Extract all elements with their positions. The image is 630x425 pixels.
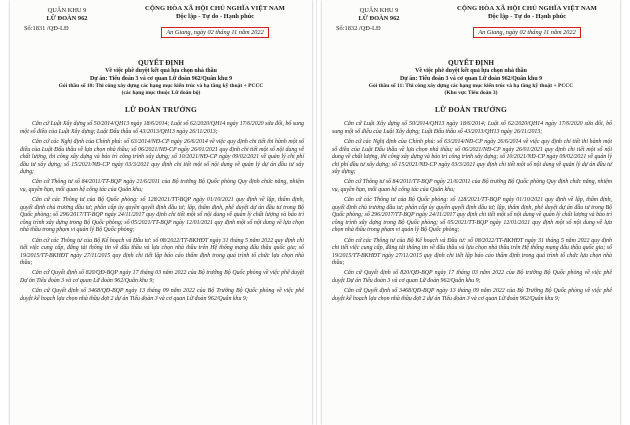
national-motto: Độc lập - Tự do - Hạnh phúc <box>487 13 567 21</box>
commander-heading: LỮ ĐOÀN TRƯỞNG <box>125 105 197 115</box>
project-name: Dự án: Tiểu đoàn 3 và cơ quan Lữ đoàn 962/Quân khu 9 <box>399 75 543 82</box>
project-name: Dự án: Tiểu đoàn 3 và cơ quan Lữ đoàn 962/Quân khu 9 <box>89 75 233 82</box>
legal-basis-paragraph: Căn cứ Quyết định số 3468/QĐ-BQP ngày 13 tháng 09 năm 2022 của Bộ Trưởng Bộ Quốc phòng về việc phê duyệt kế hoạch lựa chọn nhà thầu đợt 2 dự án Tiểu đoàn 3 và cơ quan Lữ đoàn 962/Quân khu 9; <box>332 288 612 302</box>
decision-title-block <box>10 60 312 97</box>
legal-basis-paragraph: Căn cứ các Nghị định của Chính phủ: số 63/2014/NĐ-CP ngày 26/6/2014 về việc quy định chi tiết thi hành một số điều của Luật Đấu thầu về lựa chọn nhà thầu; số 06/2021/NĐ-CP ngày 26/01/2021 quy định chi tiết một số nội dung về chất lượng, thi công xây dựng và bảo trì công trình xây dựng; số 10/2021/NĐ-CP ngày 09/02/2021 về quản lý chi phí đầu tư xây dựng; số 15/2021/NĐ-CP ngày 03/3/2021 quy định chi tiết một số nội dung về quản lý dự án đầu tư xây dựng; <box>332 138 612 176</box>
document-body <box>10 121 312 303</box>
brigade-label: LỮ ĐOÀN 962 <box>358 15 400 23</box>
legal-basis-paragraph: Căn cứ Thông tư số 84/2011/TT-BQP ngày 21/6/2011 của Bộ trưởng Bộ Quốc phòng Quy định chức năng, nhiệm vụ, quyền hạn, mối quan hệ công tác của Quân khu; <box>20 179 304 193</box>
national-title: CỘNG HÒA XÃ HỘI CHỦ NGHĨA VIỆT NAM <box>457 5 597 12</box>
national-header-block <box>122 5 308 38</box>
issuing-agency-block <box>18 7 116 33</box>
legal-basis-paragraph: Căn cứ Quyết định số 820/QĐ-BQP ngày 17 tháng 03 năm 2022 của Bộ trưởng Bộ Quốc phòng về việc phê duyệt Dự án Tiểu đoàn 3 và cơ quan Lữ đoàn 962/Quân khu 9; <box>20 270 304 284</box>
military-region-label: QUÂN KHU 9 <box>359 7 399 14</box>
decision-title: QUYẾT ĐỊNH <box>138 59 184 67</box>
document-header <box>10 0 312 60</box>
bid-package-sub: (các hạng mục thuộc Lữ đoàn bộ) <box>121 90 201 97</box>
decision-title-block <box>322 60 620 97</box>
bid-package: Gói thầu số 11: Thi công xây dựng các hạng mục kiến trúc và hạ tầng kỹ thuật + PCCC <box>368 83 574 90</box>
legal-basis-paragraph: Căn cứ các Thông tư của Bộ Quốc phòng: số 128/2021/TT-BQP ngày 01/10/2021 quy định về lập, thẩm định, quyết định chủ trương đầu tư; phân cấp ủy quyền quyết định đầu tư; lập, thẩm định, phê duyệt dự án đầu tư trong Bộ Quốc phòng; số 296/2017/TT-BQP ngày 24/11/2017 quy định chi tiết một số nội dung về quản lý chất lượng và bảo trì công trình xây dựng trong Bộ Quốc phòng; số 05/2021/TT-BQP ngày 12/01/2021 quy định một số nội dung về lựa chọn nhà thầu trong phạm vi quản lý Bộ Quốc phòng; <box>20 197 304 234</box>
bid-package: Gói thầu số 10: Thi công xây dựng các hạng mục kiến trúc và hạ tầng kỹ thuật + PCCC <box>58 83 264 90</box>
legal-basis-paragraph: Căn cứ các Thông tư của Bộ Quốc phòng: số 128/2021/TT-BQP ngày 01/10/2021 quy định về lập, thẩm định, quyết định chủ trương đầu tư; phân cấp ủy quyền quyết định đầu tư; lập, thẩm định, phê duyệt dự án đầu tư trong Bộ Quốc phòng; số 296/2017/TT-BQP ngày 24/11/2017 quy định chi tiết một số nội dung về quản lý chất lượng và bảo trì công trình xây dựng trong Bộ Quốc phòng; số 05/2021/TT-BQP ngày 12/01/2021 quy định một số nội dung về lựa chọn nhà thầu trong phạm vi quản lý Bộ Quốc phòng; <box>332 197 612 234</box>
issue-date-highlighted: An Giang, ngày 02 tháng 11 năm 2022 <box>473 27 580 38</box>
decision-subject: Về việc phê duyệt kết quả lựa chọn nhà thầu <box>415 68 527 75</box>
document-page-left <box>10 0 312 425</box>
military-region-label: QUÂN KHU 9 <box>47 7 87 14</box>
legal-basis-paragraph: Căn cứ các Thông tư của Bộ Kế hoạch và Đầu tư: số 08/2022/TT-BKHĐT ngày 31 tháng 5 năm 2022 quy định chi tiết việc cung cấp, đăng tải thông tin về đấu thầu và lựa chọn nhà thầu trên Hệ thống mạng đấu thầu quốc gia; số 19/2015/TT-BKHĐT ngày 27/11/2015 quy định chi tiết lập báo cáo thẩm định trong quá trình tổ chức lựa chọn nhà thầu; <box>332 237 612 267</box>
document-page-right <box>322 0 620 425</box>
decision-subject: Về việc phê duyệt kết quả lựa chọn nhà thầu <box>105 68 217 75</box>
legal-basis-paragraph: Căn cứ các Thông tư của Bộ Kế hoạch và Đầu tư: số 08/2022/TT-BKHĐT ngày 31 tháng 5 năm 2022 quy định chi tiết việc cung cấp, đăng tải thông tin về đấu thầu và lựa chọn nhà thầu trên Hệ thống mạng đấu thầu quốc gia; số 19/2015/TT-BKHĐT ngày 27/11/2015 quy định chi tiết lập báo cáo thẩm định trong quá trình tổ chức lựa chọn nhà thầu; <box>20 237 304 267</box>
legal-basis-paragraph: Căn cứ Thông tư số 84/2011/TT-BQP ngày 21/6/2011 của Bộ trưởng Bộ Quốc phòng Quy định chức năng, nhiệm vụ, quyền hạn, mối quan hệ công tác của Quân khu; <box>332 179 612 193</box>
brigade-label: LỮ ĐOÀN 962 <box>46 15 88 23</box>
national-motto: Độc lập - Tự do - Hạnh phúc <box>175 13 255 21</box>
commander-heading: LỮ ĐOÀN TRƯỞNG <box>435 105 507 115</box>
decision-title: QUYẾT ĐỊNH <box>448 59 494 67</box>
legal-basis-paragraph: Căn cứ Quyết định số 820/QĐ-BQP ngày 17 tháng 03 năm 2022 của Bộ trưởng Bộ Quốc phòng về việc phê duyệt Dự án Tiểu đoàn 3 và cơ quan Lữ đoàn 962/Quân khu 9; <box>332 270 612 284</box>
document-number: Số:1831 /QĐ-LĐ <box>24 24 69 32</box>
document-header <box>322 0 620 60</box>
legal-basis-paragraph: Căn cứ Luật Xây dựng số 50/2014/QH13 ngày 18/6/2014; Luật số 62/2020/QH14 ngày 17/6/2020 sửa đổi, bổ sung một số điều của Luật Xây dựng; Luật Đấu thầu số 43/2013/QH13 ngày 26/11/2013; <box>332 121 612 135</box>
national-title: CỘNG HÒA XÃ HỘI CHỦ NGHĨA VIỆT NAM <box>145 5 285 12</box>
issue-date-highlighted: An Giang, ngày 02 tháng 11 năm 2022 <box>161 27 268 38</box>
document-number: Số:1832 /QĐ-LĐ <box>336 24 381 32</box>
issuing-agency-block <box>330 7 428 33</box>
page-divider <box>316 0 317 425</box>
legal-basis-paragraph: Căn cứ các Nghị định của Chính phủ: số 63/2014/NĐ-CP ngày 26/6/2014 về việc quy định chi tiết thi hành một số điều của Luật Đấu thầu về lựa chọn nhà thầu; số 06/2021/NĐ-CP ngày 26/01/2021 quy định chi tiết một số nội dung về chất lượng, thi công xây dựng và bảo trì công trình xây dựng; số 10/2021/NĐ-CP ngày 09/02/2021 về quản lý chi phí đầu tư xây dựng; số 15/2021/NĐ-CP ngày 03/3/2021 quy định chi tiết một số nội dung về quản lý dự án đầu tư xây dựng; <box>20 138 304 176</box>
legal-basis-paragraph: Căn cứ Quyết định số 3468/QĐ-BQP ngày 13 tháng 09 năm 2022 của Bộ Trưởng Bộ Quốc phòng về việc phê duyệt kế hoạch lựa chọn nhà thầu đợt 2 dự án Tiểu đoàn 3 và cơ quan Lữ đoàn 962/Quân khu 9; <box>20 288 304 302</box>
legal-basis-paragraph: Căn cứ Luật Xây dựng số 50/2014/QH13 ngày 18/6/2014; Luật số 62/2020/QH14 ngày 17/6/2020 sửa đổi, bổ sung một số điều của Luật Xây dựng; Luật Đấu thầu số 43/2013/QH13 ngày 26/11/2013; <box>20 121 304 135</box>
bid-package-sub: (Khu vực Tiểu đoàn 3) <box>444 90 498 97</box>
document-body <box>322 121 620 303</box>
national-header-block <box>434 5 620 38</box>
